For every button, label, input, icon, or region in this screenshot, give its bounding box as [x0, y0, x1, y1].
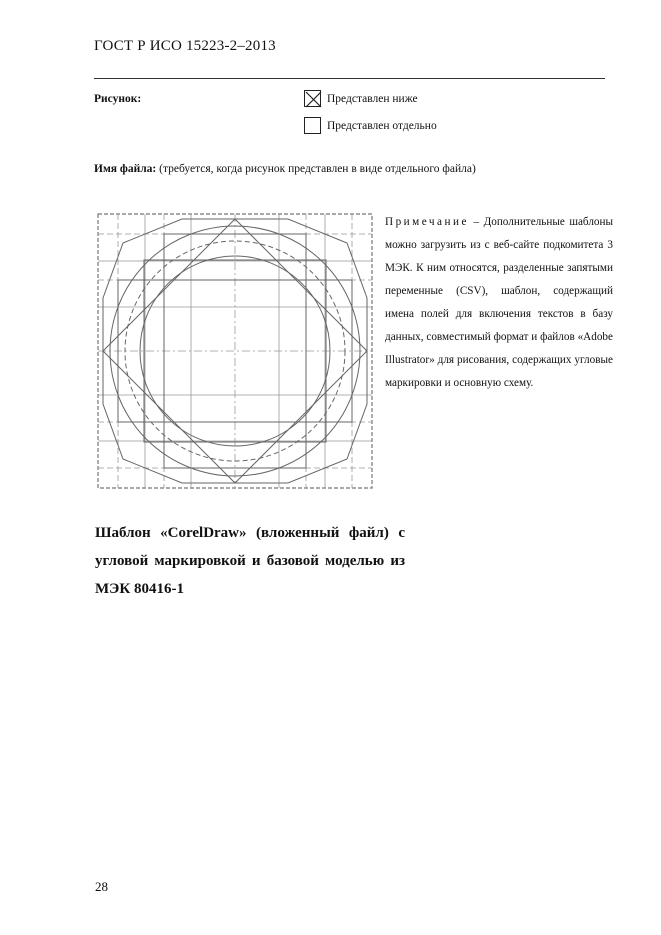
option-shown-below[interactable]: [304, 90, 418, 107]
cross-mark-icon: [305, 91, 322, 108]
basic-pattern-diagram: [97, 213, 373, 489]
page-number: 28: [95, 879, 108, 894]
option-shown-below-label: Представлен ниже: [327, 92, 418, 105]
note-body: Дополнительные шаблоны можно загрузить из с веб-сайте подкомитета 3 МЭК. К ним относятся, разделенные запятыми переменные (CSV), шаблон, содержащий имена полей для включения текстов в базу данных, совместимый формат и файлов «Adobe Illustrator» для рисования, содержащих угловые маркировки и основную схему.: [385, 216, 614, 389]
note-dash: –: [468, 216, 484, 228]
option-separate[interactable]: [304, 117, 437, 134]
unchecked-checkbox[interactable]: [304, 117, 321, 134]
header-divider: [94, 78, 605, 79]
note-text: [385, 211, 613, 395]
note-lead: Примечание: [385, 216, 469, 228]
figure-field-label: Рисунок:: [94, 93, 142, 105]
document-header-title: ГОСТ Р ИСО 15223-2–2013: [94, 38, 276, 54]
figure-caption: Шаблон «CorelDraw» (вложенный файл) с угловой маркировкой и базовой моделью из МЭК 80416-1: [95, 525, 405, 597]
filename-field: [94, 163, 476, 175]
option-separate-label: Представлен отдельно: [327, 119, 437, 132]
filename-label: Имя файла:: [94, 163, 157, 175]
filename-hint: (требуется, когда рисунок представлен в виде отдельного файла): [159, 163, 476, 175]
checked-checkbox[interactable]: [304, 90, 321, 107]
